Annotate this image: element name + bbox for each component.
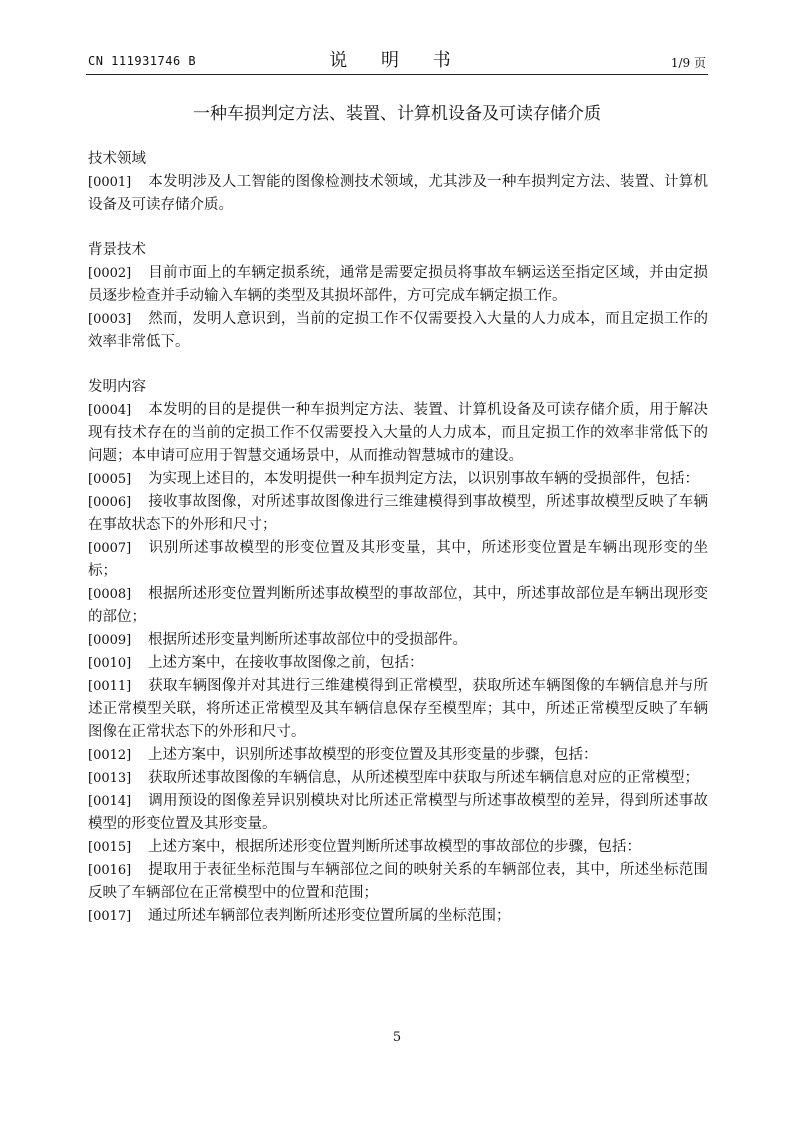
paragraph: [88, 859, 708, 905]
paragraph: [88, 537, 708, 583]
paragraph-number: [0002]: [88, 266, 132, 281]
paragraph-text: 上述方案中，根据所述形变位置判断所述事故模型的事故部位的步骤，包括：: [148, 839, 641, 855]
paragraph: [88, 491, 708, 537]
paragraph-text: 目前市面上的车辆定损系统，通常是需要定损员将事故车辆运送至指定区域，并由定损员逐步检查并手动输入车辆的类型及其损坏部件，方可完成车辆定损工作。: [88, 265, 708, 304]
paragraph: [88, 262, 708, 308]
paragraph-number: [0013]: [88, 771, 132, 786]
paragraph-text: 提取用于表征坐标范围与车辆部位之间的映射关系的车辆部位表，其中，所述坐标范围反映了车辆部位在正常模型中的位置和范围；: [88, 862, 708, 901]
paragraph: [88, 399, 708, 468]
paragraph: [88, 652, 708, 675]
paragraph-number: [0007]: [88, 541, 132, 556]
paragraph: [88, 905, 708, 928]
paragraph-text: 本发明涉及人工智能的图像检测技术领域，尤其涉及一种车损判定方法、装置、计算机设备及可读存储介质。: [88, 174, 708, 213]
header-pub-number: CN 111931746 B: [88, 54, 197, 68]
paragraph-number: [0001]: [88, 175, 132, 190]
paragraph-number: [0011]: [88, 679, 132, 694]
paragraph: [88, 790, 708, 836]
paragraph-number: [0016]: [88, 863, 132, 878]
paragraph: [88, 171, 708, 217]
paragraph-number: [0017]: [88, 909, 132, 924]
paragraph-text: 根据所述形变量判断所述事故部位中的受损部件。: [148, 632, 467, 648]
paragraph-number: [0009]: [88, 633, 132, 648]
section-heading: 发明内容: [88, 379, 146, 395]
paragraph-text: 上述方案中，在接收事故图像之前，包括：: [148, 655, 424, 671]
paragraph-number: [0005]: [88, 472, 132, 487]
paragraph: [88, 836, 708, 859]
paragraph-text: 获取所述事故图像的车辆信息，从所述模型库中获取与所述车辆信息对应的正常模型；: [148, 770, 699, 786]
paragraph-number: [0010]: [88, 656, 132, 671]
paragraph: [88, 744, 708, 767]
paragraph-text: 根据所述形变位置判断所述事故模型的事故部位，其中，所述事故部位是车辆出现形变的部位；: [88, 586, 708, 625]
paragraph: [88, 468, 708, 491]
section-heading: 技术领域: [88, 151, 146, 167]
paragraph-number: [0012]: [88, 748, 132, 763]
document-body: [88, 148, 708, 928]
paragraph-text: 然而，发明人意识到，当前的定损工作不仅需要投入大量的人力成本，而且定损工作的效率非常低下。: [88, 311, 708, 350]
document-title: 一种车损判定方法、装置、计算机设备及可读存储介质: [193, 104, 601, 124]
paragraph-number: [0003]: [88, 312, 132, 327]
paragraph: [88, 308, 708, 354]
paragraph-text: 上述方案中，识别所述事故模型的形变位置及其形变量的步骤，包括：: [148, 747, 598, 763]
section-heading: 背景技术: [88, 242, 146, 258]
paragraph: [88, 583, 708, 629]
paragraph-text: 获取车辆图像并对其进行三维建模得到正常模型，获取所述车辆图像的车辆信息并与所述正常模型关联，将所述正常模型及其车辆信息保存至模型库；其中，所述正常模型反映了车辆图像在正常状态下的外形和尺寸。: [88, 678, 708, 740]
paragraph-number: [0014]: [88, 794, 132, 809]
header-page-of: 1/9 页: [670, 56, 706, 70]
paragraph: [88, 629, 708, 652]
paragraph-number: [0008]: [88, 587, 132, 602]
paragraph-text: 调用预设的图像差异识别模块对比所述正常模型与所述事故模型的差异，得到所述事故模型的形变位置及其形变量。: [88, 793, 708, 832]
paragraph: [88, 675, 708, 744]
paragraph-number: [0006]: [88, 495, 132, 510]
paragraph-text: 为实现上述目的，本发明提供一种车损判定方法，以识别事故车辆的受损部件，包括：: [148, 471, 699, 487]
page-number: 5: [392, 1030, 402, 1045]
paragraph-text: 本发明的目的是提供一种车损判定方法、装置、计算机设备及可读存储介质，用于解决现有技术存在的当前的定损工作不仅需要投入大量的人力成本，而且定损工作的效率非常低下的问题；本申请可应用于智慧交通场景中，从而推动智慧城市的建设。: [88, 402, 708, 464]
paragraph-text: 接收事故图像，对所述事故图像进行三维建模得到事故模型，所述事故模型反映了车辆在事故状态下的外形和尺寸；: [88, 494, 708, 533]
header-doc-type: 说 明 书: [329, 50, 465, 71]
paragraph-number: [0015]: [88, 840, 132, 855]
paragraph-text: 通过所述车辆部位表判断所述形变位置所属的坐标范围；: [148, 908, 511, 924]
paragraph: [88, 767, 708, 790]
paragraph-number: [0004]: [88, 403, 132, 418]
header-rule: [86, 74, 708, 75]
section-gap: [88, 354, 708, 376]
section-gap: [88, 217, 708, 239]
paragraph-text: 识别所述事故模型的形变位置及其形变量，其中，所述形变位置是车辆出现形变的坐标；: [88, 540, 708, 579]
